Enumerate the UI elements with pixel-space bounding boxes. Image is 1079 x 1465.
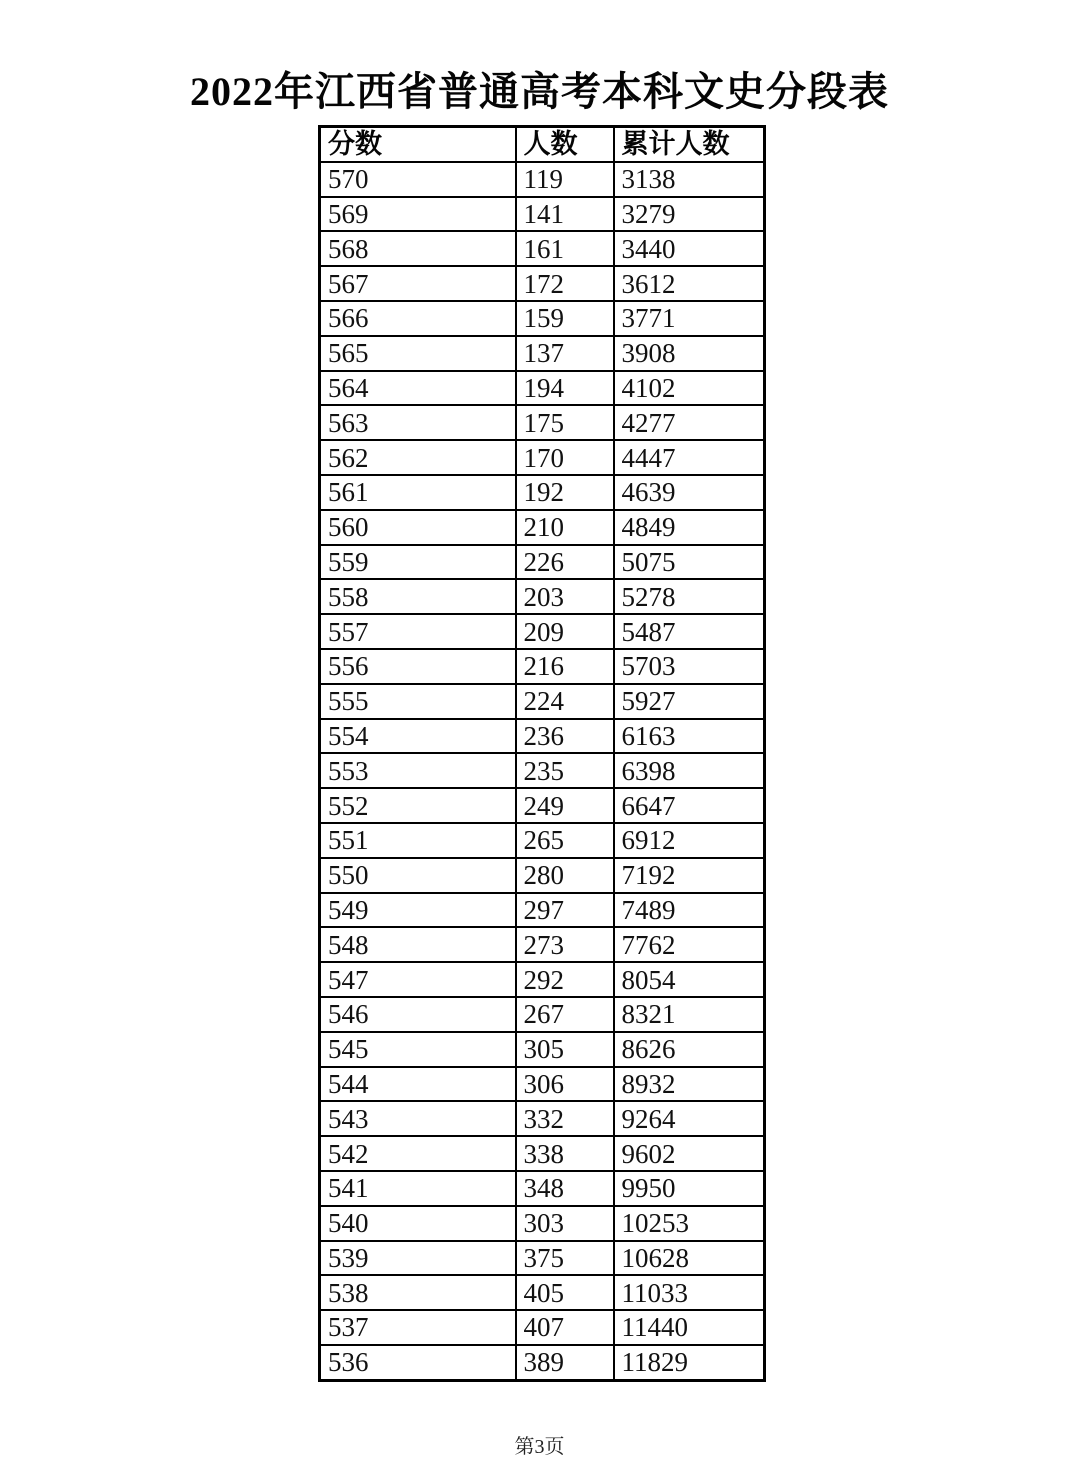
cumulative-cell: 3908: [614, 336, 765, 371]
count-cell: 226: [516, 545, 614, 580]
table-row: [320, 788, 765, 823]
table-row: [320, 579, 765, 614]
count-cell: 267: [516, 997, 614, 1032]
count-cell: 236: [516, 719, 614, 754]
count-cell: 161: [516, 231, 614, 266]
cumulative-cell: 6163: [614, 719, 765, 754]
cumulative-cell: 8626: [614, 1032, 765, 1067]
score-distribution-table: [318, 125, 766, 1382]
table-row: [320, 371, 765, 406]
cumulative-cell: 9264: [614, 1101, 765, 1136]
cumulative-cell: 3138: [614, 162, 765, 197]
count-cell: 203: [516, 579, 614, 614]
header-count: 人数: [516, 127, 614, 162]
count-cell: 273: [516, 927, 614, 962]
cumulative-cell: 3771: [614, 301, 765, 336]
count-cell: 305: [516, 1032, 614, 1067]
count-cell: 405: [516, 1275, 614, 1310]
score-cell: 545: [320, 1032, 516, 1067]
count-cell: 306: [516, 1067, 614, 1102]
count-cell: 389: [516, 1345, 614, 1380]
table-row: [320, 336, 765, 371]
score-cell: 536: [320, 1345, 516, 1380]
cumulative-cell: 9602: [614, 1136, 765, 1171]
cumulative-cell: 6398: [614, 753, 765, 788]
score-cell: 540: [320, 1206, 516, 1241]
table-row: [320, 614, 765, 649]
table-row: [320, 649, 765, 684]
table-row: [320, 1241, 765, 1276]
count-cell: 192: [516, 475, 614, 510]
score-cell: 560: [320, 510, 516, 545]
score-cell: 552: [320, 788, 516, 823]
cumulative-cell: 5927: [614, 684, 765, 719]
score-cell: 554: [320, 719, 516, 754]
score-cell: 556: [320, 649, 516, 684]
count-cell: 375: [516, 1241, 614, 1276]
cumulative-cell: 8054: [614, 962, 765, 997]
score-cell: 559: [320, 545, 516, 580]
cumulative-cell: 5075: [614, 545, 765, 580]
cumulative-cell: 4849: [614, 510, 765, 545]
cumulative-cell: 4447: [614, 440, 765, 475]
table-row: [320, 1032, 765, 1067]
count-cell: 303: [516, 1206, 614, 1241]
table-row: [320, 266, 765, 301]
count-cell: 137: [516, 336, 614, 371]
table-header-row: [320, 127, 765, 162]
table-row: [320, 1275, 765, 1310]
table-row: [320, 231, 765, 266]
count-cell: 159: [516, 301, 614, 336]
score-cell: 561: [320, 475, 516, 510]
cumulative-cell: 5487: [614, 614, 765, 649]
score-cell: 548: [320, 927, 516, 962]
score-cell: 541: [320, 1171, 516, 1206]
score-cell: 543: [320, 1101, 516, 1136]
cumulative-cell: 10628: [614, 1241, 765, 1276]
table-row: [320, 1171, 765, 1206]
cumulative-cell: 3440: [614, 231, 765, 266]
cumulative-cell: 11033: [614, 1275, 765, 1310]
table-row: [320, 719, 765, 754]
score-cell: 542: [320, 1136, 516, 1171]
page-title: 2022年江西省普通高考本科文史分段表: [190, 69, 889, 114]
count-cell: 348: [516, 1171, 614, 1206]
table-row: [320, 997, 765, 1032]
cumulative-cell: 6647: [614, 788, 765, 823]
table-row: [320, 301, 765, 336]
table-row: [320, 162, 765, 197]
table-row: [320, 753, 765, 788]
count-cell: 175: [516, 405, 614, 440]
table-row: [320, 1310, 765, 1345]
table-row: [320, 545, 765, 580]
count-cell: 224: [516, 684, 614, 719]
table-row: [320, 858, 765, 893]
cumulative-cell: 4639: [614, 475, 765, 510]
count-cell: 172: [516, 266, 614, 301]
cumulative-cell: 11829: [614, 1345, 765, 1380]
score-cell: 549: [320, 893, 516, 928]
score-cell: 563: [320, 405, 516, 440]
table-row: [320, 1136, 765, 1171]
score-cell: 539: [320, 1241, 516, 1276]
count-cell: 194: [516, 371, 614, 406]
score-cell: 553: [320, 753, 516, 788]
score-cell: 538: [320, 1275, 516, 1310]
cumulative-cell: 7489: [614, 893, 765, 928]
count-cell: 332: [516, 1101, 614, 1136]
header-cumulative-count: 累计人数: [614, 127, 765, 162]
cumulative-cell: 6912: [614, 823, 765, 858]
cumulative-cell: 3279: [614, 197, 765, 232]
table-row: [320, 1101, 765, 1136]
score-cell: 550: [320, 858, 516, 893]
score-cell: 565: [320, 336, 516, 371]
table-row: [320, 405, 765, 440]
score-cell: 568: [320, 231, 516, 266]
cumulative-cell: 8932: [614, 1067, 765, 1102]
score-cell: 551: [320, 823, 516, 858]
count-cell: 407: [516, 1310, 614, 1345]
table-row: [320, 197, 765, 232]
score-cell: 569: [320, 197, 516, 232]
table-row: [320, 475, 765, 510]
table-row: [320, 440, 765, 475]
count-cell: 170: [516, 440, 614, 475]
score-cell: 546: [320, 997, 516, 1032]
score-cell: 564: [320, 371, 516, 406]
score-cell: 567: [320, 266, 516, 301]
cumulative-cell: 7192: [614, 858, 765, 893]
cumulative-cell: 11440: [614, 1310, 765, 1345]
table-row: [320, 962, 765, 997]
count-cell: 210: [516, 510, 614, 545]
score-cell: 544: [320, 1067, 516, 1102]
score-cell: 555: [320, 684, 516, 719]
page-number: 第3页: [514, 1436, 565, 1458]
count-cell: 297: [516, 893, 614, 928]
table-row: [320, 893, 765, 928]
cumulative-cell: 5278: [614, 579, 765, 614]
score-cell: 557: [320, 614, 516, 649]
table-row: [320, 1206, 765, 1241]
table-row: [320, 1345, 765, 1380]
score-cell: 547: [320, 962, 516, 997]
count-cell: 292: [516, 962, 614, 997]
score-cell: 562: [320, 440, 516, 475]
score-cell: 537: [320, 1310, 516, 1345]
count-cell: 209: [516, 614, 614, 649]
count-cell: 141: [516, 197, 614, 232]
cumulative-cell: 7762: [614, 927, 765, 962]
count-cell: 338: [516, 1136, 614, 1171]
score-cell: 558: [320, 579, 516, 614]
table-row: [320, 1067, 765, 1102]
count-cell: 265: [516, 823, 614, 858]
header-score: 分数: [320, 127, 516, 162]
table-row: [320, 684, 765, 719]
cumulative-cell: 5703: [614, 649, 765, 684]
cumulative-cell: 9950: [614, 1171, 765, 1206]
cumulative-cell: 4102: [614, 371, 765, 406]
score-cell: 566: [320, 301, 516, 336]
count-cell: 119: [516, 162, 614, 197]
cumulative-cell: 3612: [614, 266, 765, 301]
count-cell: 249: [516, 788, 614, 823]
table-row: [320, 510, 765, 545]
cumulative-cell: 4277: [614, 405, 765, 440]
count-cell: 235: [516, 753, 614, 788]
count-cell: 216: [516, 649, 614, 684]
cumulative-cell: 8321: [614, 997, 765, 1032]
score-table-body: [320, 162, 765, 1380]
score-cell: 570: [320, 162, 516, 197]
count-cell: 280: [516, 858, 614, 893]
table-row: [320, 927, 765, 962]
cumulative-cell: 10253: [614, 1206, 765, 1241]
table-row: [320, 823, 765, 858]
